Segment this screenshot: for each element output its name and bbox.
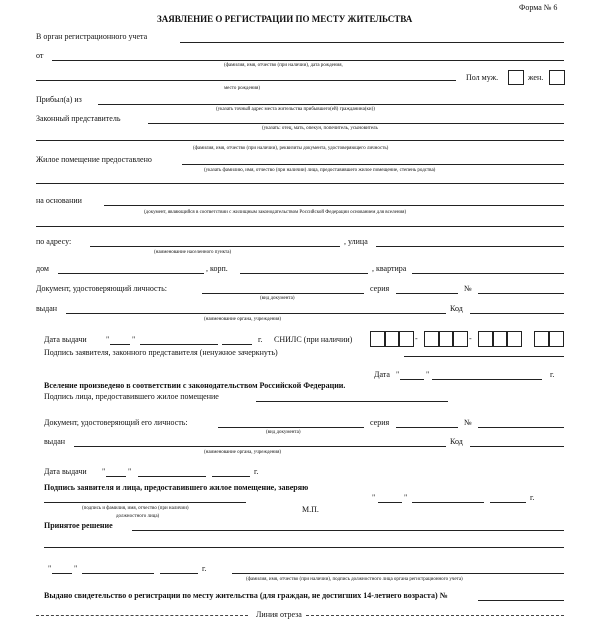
representative-line-2[interactable] (36, 140, 564, 141)
code-line[interactable] (470, 313, 564, 314)
decision-quote-close: " (74, 564, 78, 573)
building-line[interactable] (240, 273, 368, 274)
issue-date-label: Дата выдачи (44, 335, 87, 344)
doc-type-hint: (вид документа) (260, 296, 295, 301)
form-number: Форма № 6 (519, 3, 558, 12)
id-doc-label: Документ, удостоверяющий личность: (36, 284, 167, 293)
number-line[interactable] (478, 293, 564, 294)
owner-code-label: Код (450, 437, 463, 446)
decision-official-hint: (фамилия, имя, отчество (при наличии), подпись должностного лица органа регистрационного учета) (246, 577, 463, 582)
authority-line[interactable] (180, 42, 564, 43)
authority-label: В орган регистрационного учета (36, 32, 148, 41)
snils-label: СНИЛС (при наличии) (274, 335, 353, 344)
snils-separator: - (469, 334, 472, 343)
sex-female-checkbox[interactable] (549, 70, 565, 85)
owner-id-doc-label: Документ, удостоверяющий его личность: (44, 418, 188, 427)
settlement-law: Вселение произведено в соответствии с законодательством Российской Федерации. (44, 381, 346, 390)
certify-label: Подпись заявителя и лица, предоставившего жилое помещение, заверяю (44, 483, 309, 492)
owner-issuer-line[interactable] (74, 446, 446, 447)
owner-number-label: № (464, 418, 472, 427)
decision-year-suffix: г. (202, 564, 207, 573)
issue-month-line[interactable] (140, 344, 218, 345)
arrived-label: Прибыл(а) из (36, 95, 82, 104)
owner-issuer-hint: (наименование органа, учреждения) (204, 450, 282, 455)
from-line[interactable] (52, 60, 564, 61)
year-suffix: г. (258, 335, 263, 344)
decision-year-line[interactable] (160, 573, 198, 574)
arrived-hint: (указать точный адрес места жительства прибывшего(ей) гражданина(ки)) (216, 107, 375, 112)
number-label: № (464, 284, 472, 293)
birthplace-line[interactable] (36, 80, 456, 81)
housing-hint: (указать фамилию, имя, отчество (при наличии) лица, предоставившего жилое помещение, степень родства) (204, 168, 436, 173)
issue-day-line[interactable] (110, 344, 130, 345)
representative-label: Законный представитель (36, 114, 121, 123)
series-line[interactable] (396, 293, 458, 294)
owner-quote-close: " (128, 467, 132, 476)
address-label: по адресу: (36, 237, 72, 246)
owner-series-label: серия (370, 418, 390, 427)
representative-line[interactable] (148, 123, 564, 124)
owner-year-suffix: г. (254, 467, 259, 476)
owner-number-line[interactable] (478, 427, 564, 428)
decision-day-line[interactable] (52, 573, 72, 574)
owner-doc-type-line[interactable] (218, 427, 364, 428)
street-line[interactable] (376, 246, 564, 247)
owner-series-line[interactable] (396, 427, 458, 428)
owner-issue-day-line[interactable] (106, 476, 126, 477)
housing-line[interactable] (182, 164, 564, 165)
owner-signature-label: Подпись лица, предоставившего жилое помещение (44, 392, 219, 401)
sex-female-label: жен. (528, 73, 544, 82)
basis-line-2[interactable] (36, 226, 564, 227)
issued-label: выдан (36, 304, 58, 313)
owner-issue-month-line[interactable] (138, 476, 206, 477)
owner-code-line[interactable] (470, 446, 564, 447)
street-label: , улица (344, 237, 368, 246)
date-day-line[interactable] (400, 379, 424, 380)
decision-line[interactable] (132, 530, 564, 531)
date-label: Дата (374, 370, 390, 379)
birthplace-hint: место рождения) (224, 86, 261, 91)
settlement-hint: (наименование населенного пункта) (154, 250, 232, 255)
certify-quote-open: " (372, 493, 376, 502)
date-quote-close: " (426, 370, 430, 379)
form-title: ЗАЯВЛЕНИЕ О РЕГИСТРАЦИИ ПО МЕСТУ ЖИТЕЛЬСТВА (157, 14, 413, 24)
cut-line-label: Линия отреза (256, 610, 302, 619)
basis-label: на основании (36, 196, 82, 205)
owner-signature-line[interactable] (256, 401, 448, 402)
house-line[interactable] (58, 273, 204, 274)
housing-label: Жилое помещение предоставлено (36, 155, 152, 164)
snils-digit-cell[interactable] (548, 331, 564, 347)
settlement-line[interactable] (90, 246, 340, 247)
arrived-line[interactable] (98, 104, 564, 105)
doc-type-line[interactable] (202, 293, 364, 294)
code-label: Код (450, 304, 463, 313)
quote-open: " (106, 335, 110, 344)
owner-issue-year-line[interactable] (212, 476, 250, 477)
certify-year-line[interactable] (490, 502, 526, 503)
certify-month-line[interactable] (412, 502, 484, 503)
snils-digit-cell[interactable] (398, 331, 414, 347)
certify-official-hint-2: должностного лица) (116, 514, 160, 519)
sex-male-label: Пол муж. (466, 73, 499, 82)
from-label: от (36, 51, 44, 60)
housing-line-2[interactable] (36, 183, 564, 184)
cut-line-right (306, 615, 564, 616)
date-month-line[interactable] (432, 379, 542, 380)
representative-hint-2: (фамилия, имя, отчество (при наличии), реквизиты документа, удостоверяющего личность) (193, 146, 389, 151)
decision-month-line[interactable] (82, 573, 154, 574)
snils-digit-cell[interactable] (506, 331, 522, 347)
certify-day-line[interactable] (378, 502, 402, 503)
series-label: серия (370, 284, 390, 293)
house-label: дом (36, 264, 49, 273)
certify-official-line[interactable] (44, 502, 246, 503)
signature-label: Подпись заявителя, законного представителя (ненужное зачеркнуть) (44, 348, 278, 357)
issuer-line[interactable] (66, 313, 446, 314)
issuer-hint: (наименование органа, учреждения) (204, 317, 282, 322)
owner-doc-type-hint: (вид документа) (266, 430, 301, 435)
certify-quote-close: " (404, 493, 408, 502)
certificate-number-line[interactable] (478, 600, 564, 601)
apartment-line[interactable] (412, 273, 564, 274)
snils-digit-cell[interactable] (452, 331, 468, 347)
basis-line[interactable] (104, 205, 564, 206)
snils-separator: - (415, 334, 418, 343)
from-hint: (фамилия, имя, отчество (при наличии), дата рождения, (224, 63, 343, 68)
date-year-suffix: г. (550, 370, 555, 379)
decision-official-line[interactable] (232, 573, 564, 574)
owner-quote-open: " (102, 467, 106, 476)
date-quote-open: " (396, 370, 400, 379)
decision-quote-open: " (48, 564, 52, 573)
cut-line-left (36, 615, 248, 616)
decision-line-2[interactable] (44, 547, 564, 548)
representative-hint: (указать: отец, мать, опекун, попечитель, усыновитель (262, 126, 378, 131)
certify-official-hint: (подпись и фамилия, имя, отчество (при наличии) (82, 506, 189, 511)
certify-year-suffix: г. (530, 493, 535, 502)
decision-label: Принятое решение (44, 521, 113, 530)
certificate-label: Выдано свидетельство о регистрации по месту жительства (для граждан, не достигших 14-летнего возраста) № (44, 591, 448, 600)
basis-hint: (документ, являющийся в соответствии с жилищным законодательством Российской Федерации основанием для вселения) (144, 210, 407, 215)
apartment-label: , квартира (372, 264, 407, 273)
building-label: , корп. (206, 264, 228, 273)
issue-year-line[interactable] (222, 344, 252, 345)
signature-line[interactable] (404, 356, 564, 357)
owner-issued-label: выдан (44, 437, 66, 446)
owner-issue-date-label: Дата выдачи (44, 467, 87, 476)
sex-male-checkbox[interactable] (508, 70, 524, 85)
quote-close: " (132, 335, 136, 344)
stamp-label: М.П. (302, 505, 319, 514)
